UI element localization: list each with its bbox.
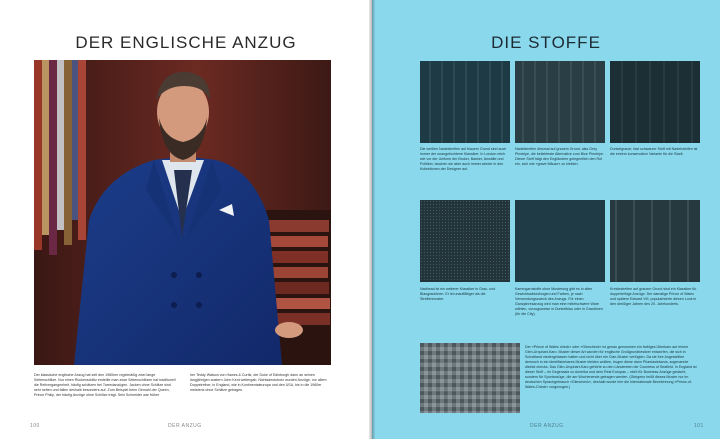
swatch-caption-3: Dunkelgrauer, fast schwarzer Stoff mit Nadelstreifen ist die extrem konservative Variante für die Stadt. bbox=[610, 147, 698, 156]
fabric-swatch-dark-pinstripe bbox=[610, 61, 700, 143]
fabric-swatch-glencheck bbox=[420, 343, 520, 413]
fabric-swatch-plain-worsted bbox=[515, 200, 605, 282]
page-title-right: DIE STOFFE bbox=[491, 33, 601, 52]
pinstripe-pattern bbox=[420, 61, 510, 143]
portrait-illustration bbox=[34, 60, 331, 365]
page-number-left: 100 bbox=[30, 423, 40, 429]
chalkstripe-pattern bbox=[610, 200, 700, 282]
swatch-caption-4: Nadhead ist ein weiterer Klassiker in Grau- und Blaugrautönen. Er ist unauffälliger als die Streifenmuster. bbox=[420, 287, 496, 301]
glencheck-pattern bbox=[420, 343, 520, 413]
running-footer-left: DER ANZUG bbox=[168, 423, 202, 429]
book-gutter bbox=[369, 0, 375, 439]
fabric-swatch-grey-pinstripe bbox=[515, 61, 605, 143]
portrait-photo bbox=[34, 60, 331, 365]
pinstripe-pattern bbox=[515, 61, 605, 143]
swatch-caption-1: Die weißen Nadelstreifen auf blauem Grund sind auch immer der unangefochtene Klassiker. In London reich wie vor der Uniform der Broker, Banker, Anwälte und Politiker, tauchen sie aber auch immer wieder in den Kollektionen der Designer auf. bbox=[420, 147, 507, 171]
swatch-caption-glencheck: Der »Prince of Wales check« oder »Glencheck« ist genau genommen ein farbiges Überkaro auf einem Glen-Urquhart-Karo. Muster dieser Art wurden für englische Großgrundbesitzer entworfen, die sich in Schottland niedergelassen hatten und nicht über ein Clan-Muster verfügten. Da sie ihre Angestellten dennoch in ein identifizierbares Muster kleiden wollten, trugen diese dann Phantasiekaros, sogenannte district checks. Das Glen-Urquhart-Karo gehörte zu den Ländereien der Countess of Seafield. In England ist dieser Stoff – im Gegensatz zu Amerika und dem Rest Europas – nicht für Business-Anzüge gedacht, sondern für Sportanzüge, die am Wochenende getragen werden. (Übrigens heißt dieses Muster nur im deutschen Sprachgebrauch »Glencheck«, deshalb wurde hier die internationale Bezeichnung »Prince-of-Wales-Check« vorgezogen.) bbox=[525, 345, 697, 389]
page-title-left: DER ENGLISCHE ANZUG bbox=[75, 33, 297, 52]
nailhead-pattern bbox=[420, 200, 510, 282]
swatch-caption-6: Kreidestreifen auf grauem Grund sind ein Klassiker für doppelreihige Anzüge. Der damalige Prince of Wales und spätere Edward VIII. popularisierte diesen Look in den dreißiger Jahren des 20. Jahrhunderts. bbox=[610, 287, 697, 306]
swatch-caption-5: Kammgarnstoffe ohne Musterung gibt es in allen Gewichtsabstufungen und Farben, je nach Verwendungszweck des Anzugs. Für einen Ganzjahresanzug wird man eine mittelschwere Ware wählen, vorzugsweise in Dunkelblau oder in Grautönen (für die City). bbox=[515, 287, 603, 316]
pinstripe-pattern bbox=[610, 61, 700, 143]
running-footer-right: DER ANZUG bbox=[530, 423, 564, 429]
caption-left-column-1: Der klassische englische Anzug hat seit den 1980ern regelmäßig zwei lange Seitenschlitze. Nur einen Rückenschlitz erstellte man zwar Seitenschlitzen hat traditionell die Reitvergangenheit, häufig schätzen bei Tweedanzügen. Jacken ohne Schlitze sind sehr selten und fallen deshalb besonders auf. Zum Beispiel beim Gemahl der Queen, Prince Philip, der häufig Anzüge ohne Schlitze trägt. Sein Schneider war früher bbox=[34, 373, 176, 397]
caption-left-column-2: her Teddy Watson von Hawes & Curtis, der Duke of Edinburgh dann an seinen langjährigen austern John Kent weitergab. Nichtsdestotrotz wurden Anzüge, vor allem Doppelreiher, in England, wie in Kontinentaleuropa und den USA, bis in die 1960er meistens ohne Schlitze getragen. bbox=[190, 373, 327, 392]
swatch-caption-2: Nadelstreifen diesmal auf grauem Grund, also Grey Pinstripe, die beliebteste Alternative zum Blue Pinstripe. Dieser Stoff trägt den Engländern gelegentlich den Ruf ein, sich wie »grave Mäuse« zu kleiden. bbox=[515, 147, 604, 166]
fabric-swatch-chalkstripe bbox=[610, 200, 700, 282]
fabric-swatch-blue-pinstripe bbox=[420, 61, 510, 143]
right-page bbox=[372, 0, 720, 439]
fabric-swatch-nailhead bbox=[420, 200, 510, 282]
page-number-right: 101 bbox=[694, 423, 704, 429]
